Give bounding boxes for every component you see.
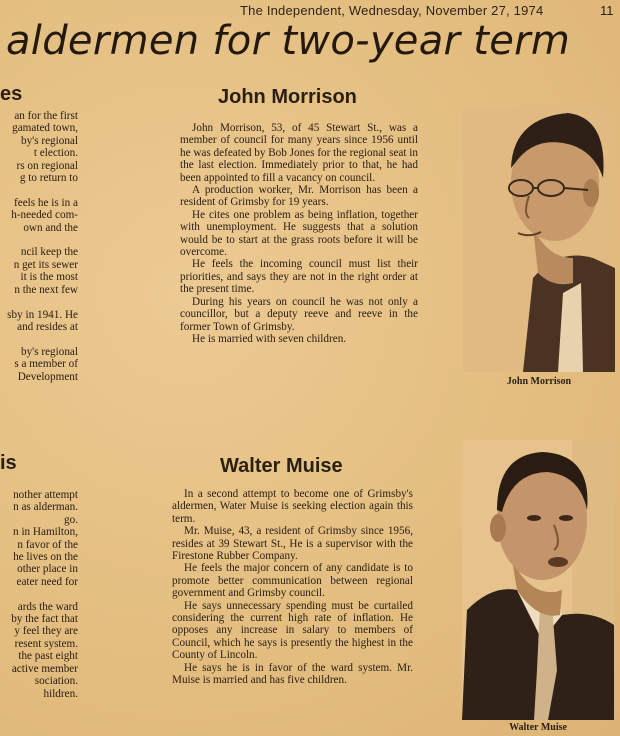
left-column-line: by the fact that: [11, 613, 78, 626]
left-column-line: [0, 296, 78, 308]
left-column-line: active member: [11, 662, 78, 675]
muise-paragraph: In a second attempt to become one of Grimsby's aldermen, Water Muise is seeking election again this term.: [172, 488, 413, 525]
left-column-line: it is the most: [20, 271, 78, 284]
left-column-line: go.: [64, 513, 78, 526]
left-column-line: rs on regional: [16, 159, 78, 172]
left-column-line: n the next few: [14, 283, 78, 296]
left-column-line: own and the: [23, 221, 78, 234]
left-column-line: [0, 588, 78, 600]
left-column-line: ards the ward: [17, 600, 78, 613]
morrison-article-body: [180, 122, 418, 345]
muise-photo: [462, 440, 614, 720]
morrison-paragraph: He is married with seven children.: [192, 332, 347, 345]
morrison-paragraph: A production worker, Mr. Morrison has been a resident of Grimsby for 19 years.: [180, 184, 418, 209]
left-column-line: g to return to: [19, 172, 78, 185]
left-column-top-text: [0, 110, 78, 383]
morrison-paragraph: During his years on council he was not only a councillor, but a deputy reeve and reeve in the former Town of Grimsby.: [180, 295, 418, 333]
morrison-paragraph: He feels the incoming council must list their priorities, and says they are not in the right order at the present time.: [180, 258, 418, 296]
left-column-line: nother attempt: [13, 489, 78, 501]
left-column-line: the past eight: [18, 650, 78, 663]
morrison-paragraph: John Morrison, 53, of 45 Stewart St., was a member of council for many years since 1956 until he was defeated by Bob Jones for the regional seat in the last election. Immediately prior to that, he had been appointed to fill a vacancy on council.: [180, 122, 418, 184]
left-column-line: Development: [17, 370, 78, 383]
left-column-bottom-heading: is: [0, 452, 17, 474]
left-column-line: he lives on the: [13, 551, 78, 564]
muise-article-body: [172, 488, 413, 687]
left-column-line: [0, 184, 78, 196]
left-column-line: y feel they are: [14, 625, 78, 638]
muise-heading: Walter Muise: [220, 455, 343, 477]
left-column-line: [0, 234, 78, 246]
left-column-line: ncil keep the: [20, 246, 78, 259]
muise-paragraph: He feels the major concern of any candidate is to promote better communication between regional government and Grimsby council.: [172, 562, 413, 600]
left-column-line: resent system.: [14, 637, 78, 650]
left-column-line: by's regional: [20, 134, 78, 147]
left-column-bottom-text: [0, 489, 78, 700]
left-column-line: [0, 333, 78, 345]
left-column-line: n get its sewer: [13, 258, 78, 271]
muise-caption: Walter Muise: [509, 722, 567, 733]
left-column-line: an for the first: [14, 110, 78, 122]
morrison-paragraph: He cites one problem as being inflation, together with unemployment. He suggests that a solution would be to start at the grass roots before it will be overcome.: [180, 208, 418, 259]
left-column-line: n in Hamilton,: [13, 526, 78, 539]
muise-paragraph: Mr. Muise, 43, a resident of Grimsby since 1956, resides at 39 Stewart St., He is a supervisor with the Firestone Rubber Company.: [172, 525, 413, 563]
left-column-line: sby in 1941. He: [7, 308, 78, 321]
headline: aldermen for two-year term: [6, 18, 571, 64]
left-column-line: hildren.: [43, 687, 78, 700]
morrison-heading: John Morrison: [218, 86, 357, 108]
morrison-photo: [463, 108, 615, 372]
left-column-line: feels he is in a: [14, 196, 78, 209]
left-column-line: sociation.: [34, 675, 78, 688]
muise-paragraph: He says he is in favor of the ward system. Mr. Muise is married and has five children.: [172, 661, 413, 687]
muise-paragraph: He says unnecessary spending must be curtailed considering the current high rate of inflation. He opposes any increase in salary to members of Council, which he says is presently the highest in the County of Lincoln.: [172, 599, 413, 662]
left-column-line: s a member of: [14, 358, 78, 371]
page-number: 11: [600, 3, 614, 18]
left-column-line: gamated town,: [12, 122, 78, 135]
left-column-top-heading: es: [0, 83, 23, 105]
left-column-line: eater need for: [16, 575, 78, 588]
left-column-line: and resides at: [17, 320, 78, 333]
left-column-line: other place in: [17, 563, 78, 576]
left-column-line: h-needed com-: [11, 209, 78, 222]
left-column-line: n favor of the: [17, 538, 78, 551]
left-column-line: t election.: [33, 147, 78, 160]
morrison-caption: John Morrison: [506, 376, 572, 387]
masthead: The Independent, Wednesday, November 27, 1974: [240, 3, 544, 18]
left-column-line: n as alderman.: [13, 501, 78, 514]
left-column-line: by's regional: [20, 345, 78, 358]
